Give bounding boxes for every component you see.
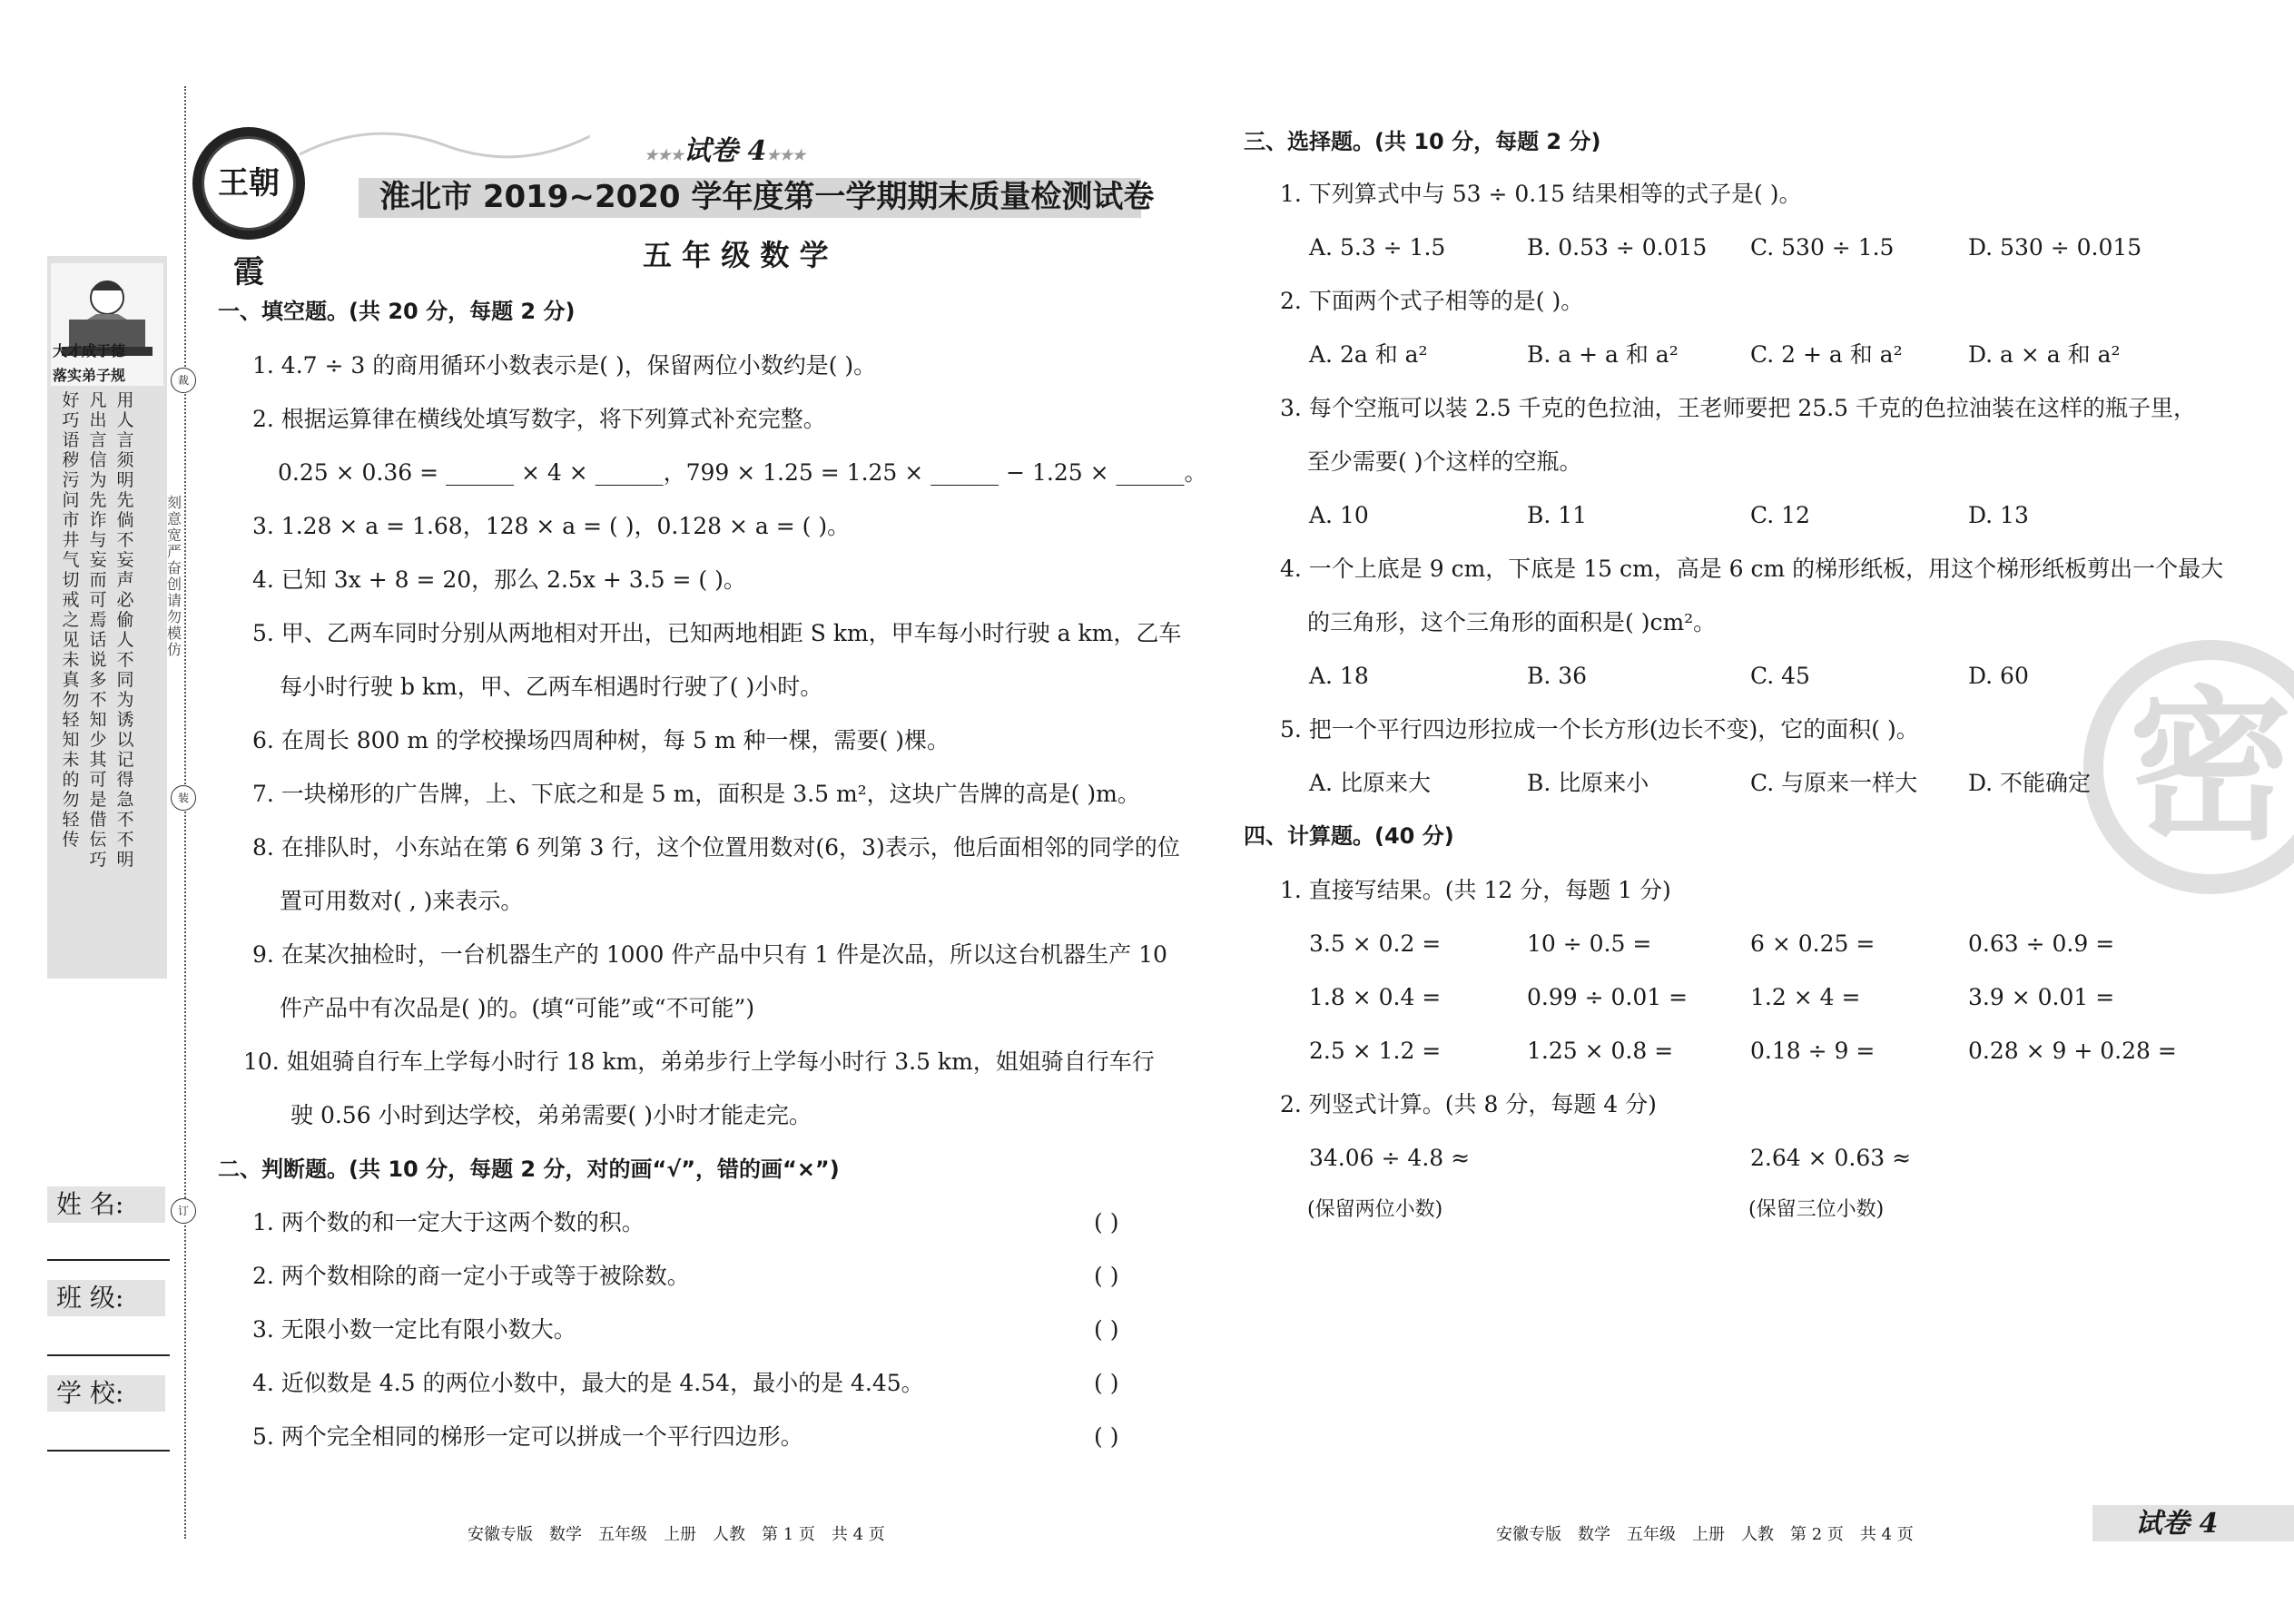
judge-q4: 4. 近似数是 4.5 的两位小数中，最大的是 4.54，最小的是 4.45。 xyxy=(252,1370,924,1396)
calc-part1-heading: 1. 直接写结果。(共 12 分，每题 1 分) xyxy=(1280,877,1671,903)
section-2-heading: 二、判断题。(共 10 分，每题 2 分，对的画“√”，错的画“×”) xyxy=(218,1156,840,1182)
choice-q1-d[interactable]: D. 530 ÷ 0.015 xyxy=(1968,234,2142,261)
fill-q10-line1: 10. 姐姐骑自行车上学每小时行 18 km，弟弟步行上学每小时行 3.5 km，姐姐骑自行车行 xyxy=(243,1048,1155,1075)
logo-text: 王朝霞 xyxy=(202,136,296,231)
exam-title: 淮北市 2019~2020 学年度第一学期期末质量检测试卷 xyxy=(379,179,1155,215)
choice-q2-c[interactable]: C. 2 + a 和 a² xyxy=(1750,341,1903,368)
choice-q4-line1: 4. 一个上底是 9 cm，下底是 15 cm，高是 6 cm 的梯形纸板，用这个梯形纸板剪出一个最大 xyxy=(1280,556,2224,582)
section-4-heading: 四、计算题。(40 分) xyxy=(1244,823,1454,849)
choice-q1-a[interactable]: A. 5.3 ÷ 1.5 xyxy=(1309,234,1446,261)
motto-column-2: 凡出言信为先诈与妄而可焉话说多不知少其可是借伝巧 xyxy=(89,390,107,870)
class-label: 班 级: xyxy=(47,1280,165,1316)
name-label: 姓 名: xyxy=(47,1186,165,1223)
choice-q3-line2: 至少需要( )个这样的空瓶。 xyxy=(1307,448,1582,475)
choice-q4-c[interactable]: C. 45 xyxy=(1750,663,1810,689)
choice-q1: 1. 下列算式中与 53 ÷ 0.15 结果相等的式子是( )。 xyxy=(1280,181,1802,207)
choice-q3-a[interactable]: A. 10 xyxy=(1309,502,1369,528)
calc-r3-c4: 0.28 × 9 + 0.28 = xyxy=(1968,1038,2177,1064)
choice-q1-c[interactable]: C. 530 ÷ 1.5 xyxy=(1750,234,1895,261)
cut-mark-1: 裁 xyxy=(171,368,196,393)
choice-q5: 5. 把一个平行四边形拉成一个长方形(边长不变)，它的面积( )。 xyxy=(1280,716,1919,743)
subject-title: 五 年 级 数 学 xyxy=(643,238,829,272)
motto-column-3: 用人言须明先倘不妄声必偷人不同为诱以记得急不不明 xyxy=(116,390,134,870)
calc-r2-c1: 1.8 × 0.4 = xyxy=(1309,984,1442,1010)
choice-q3-c[interactable]: C. 12 xyxy=(1750,502,1810,528)
cut-mark-2: 装 xyxy=(171,785,196,811)
judge-answer-4[interactable]: ( ) xyxy=(1094,1370,1119,1396)
choice-q5-c[interactable]: C. 与原来一样大 xyxy=(1750,770,1918,796)
cut-line xyxy=(184,86,186,1539)
choice-q5-a[interactable]: A. 比原来大 xyxy=(1309,770,1431,796)
choice-q5-b[interactable]: B. 比原来小 xyxy=(1527,770,1649,796)
fill-q3: 3. 1.28 × a = 1.68，128 × a = ( )，0.128 × a = ( )。 xyxy=(252,513,851,539)
calc-r3-c2: 1.25 × 0.8 = xyxy=(1527,1038,1674,1064)
fill-q7: 7. 一块梯形的广告牌，上、下底之和是 5 m，面积是 3.5 m²，这块广告牌的高是( )m。 xyxy=(252,781,1140,807)
page-footer-right: 安徽专版 数学 五年级 上册 人教 第 2 页 共 4 页 xyxy=(1496,1525,1914,1544)
cut-mark-3: 订 xyxy=(171,1198,196,1224)
calc-r1-c2: 10 ÷ 0.5 = xyxy=(1527,930,1652,957)
choice-q4-d[interactable]: D. 60 xyxy=(1968,663,2029,689)
fill-q10-line2: 驶 0.56 小时到达学校，弟弟需要( )小时才能走完。 xyxy=(290,1102,812,1128)
name-field[interactable] xyxy=(47,1259,170,1261)
judge-q3: 3. 无限小数一定比有限小数大。 xyxy=(252,1316,576,1343)
fill-q8-line2: 置可用数对( , )来表示。 xyxy=(280,888,524,914)
choice-q5-d[interactable]: D. 不能确定 xyxy=(1968,770,2092,796)
choice-q2-d[interactable]: D. a × a 和 a² xyxy=(1968,341,2121,368)
calc-r1-c3: 6 × 0.25 = xyxy=(1750,930,1876,957)
motto-column-1: 好巧语秽污问市井气切戒之见未真勿轻知未的勿轻传 xyxy=(62,390,80,850)
page-footer-left: 安徽专版 数学 五年级 上册 人教 第 1 页 共 4 页 xyxy=(468,1525,885,1544)
fill-q5-line1: 5. 甲、乙两车同时分别从两地相对开出，已知两地相距 S km，甲车每小时行驶 a km，乙车 xyxy=(252,620,1182,646)
paper-badge-text: 试卷 4 xyxy=(2135,1508,2219,1540)
calc-r1-c4: 0.63 ÷ 0.9 = xyxy=(1968,930,2115,957)
choice-q4-b[interactable]: B. 36 xyxy=(1527,663,1588,689)
judge-q2: 2. 两个数相除的商一定小于或等于被除数。 xyxy=(252,1263,690,1289)
calc-part2-heading: 2. 列竖式计算。(共 8 分，每题 4 分) xyxy=(1280,1091,1657,1117)
fill-q9-line2: 件产品中有次品是( )的。(填“可能”或“不可能”) xyxy=(280,995,755,1021)
calc-r3-c1: 2.5 × 1.2 = xyxy=(1309,1038,1442,1064)
judge-answer-5[interactable]: ( ) xyxy=(1094,1423,1119,1450)
choice-q3-d[interactable]: D. 13 xyxy=(1968,502,2029,528)
series-text: 试卷 4 xyxy=(684,135,767,167)
choice-q2-a[interactable]: A. 2a 和 a² xyxy=(1309,341,1428,368)
vertical-calc-1-note: (保留两位小数) xyxy=(1307,1198,1443,1221)
vertical-calc-2: 2.64 × 0.63 ≈ xyxy=(1750,1145,1912,1171)
fill-q9-line1: 9. 在某次抽检时，一台机器生产的 1000 件产品中只有 1 件是次品，所以这台机器生产 10 xyxy=(252,941,1167,968)
fill-q2-expr: 0.25 × 0.36 = ______ × 4 × ______，799 × 1.25 = 1.25 × ______ − 1.25 × ______。 xyxy=(278,459,1207,486)
judge-answer-3[interactable]: ( ) xyxy=(1094,1316,1119,1343)
calc-r2-c4: 3.9 × 0.01 = xyxy=(1968,984,2115,1010)
choice-q4-a[interactable]: A. 18 xyxy=(1309,663,1369,689)
choice-q1-b[interactable]: B. 0.53 ÷ 0.015 xyxy=(1527,234,1708,261)
couplet-line-2: 落实弟子规 xyxy=(53,367,126,384)
fill-q6: 6. 在周长 800 m 的学校操场四周种树，每 5 m 种一棵，需要( )棵。 xyxy=(252,727,950,753)
calc-r1-c1: 3.5 × 0.2 = xyxy=(1309,930,1442,957)
vertical-calc-2-note: (保留三位小数) xyxy=(1748,1198,1885,1221)
couplet-line-1: 大才成于德 xyxy=(53,342,126,359)
fill-q4: 4. 已知 3x + 8 = 20，那么 2.5x + 3.5 = ( )。 xyxy=(252,566,746,593)
choice-q3-b[interactable]: B. 11 xyxy=(1527,502,1588,528)
school-label: 学 校: xyxy=(47,1375,165,1412)
fill-q8-line1: 8. 在排队时，小东站在第 6 列第 3 行，这个位置用数对(6，3)表示，他后面相邻的同学的位 xyxy=(252,834,1180,861)
series-label: ★★★试卷 4★★★ xyxy=(645,135,806,167)
judge-answer-1[interactable]: ( ) xyxy=(1094,1209,1119,1235)
ribbon-decoration xyxy=(300,118,590,172)
choice-q2: 2. 下面两个式子相等的是( )。 xyxy=(1280,288,1584,314)
class-field[interactable] xyxy=(47,1354,170,1356)
section-3-heading: 三、选择题。(共 10 分，每题 2 分) xyxy=(1244,129,1601,154)
fill-q1: 1. 4.7 ÷ 3 的商用循环小数表示是( )，保留两位小数约是( )。 xyxy=(252,352,877,379)
judge-q5: 5. 两个完全相同的梯形一定可以拼成一个平行四边形。 xyxy=(252,1423,803,1450)
choice-q3-line1: 3. 每个空瓶可以装 2.5 千克的色拉油，王老师要把 25.5 千克的色拉油装在这样的瓶子里， xyxy=(1280,395,2197,421)
vertical-note: 刻意宽严奋创请勿模仿 xyxy=(166,494,182,658)
brand-logo xyxy=(192,127,305,290)
judge-q1: 1. 两个数的和一定大于这两个数的积。 xyxy=(252,1209,645,1235)
calc-r2-c2: 0.99 ÷ 0.01 = xyxy=(1527,984,1689,1010)
choice-q2-b[interactable]: B. a + a 和 a² xyxy=(1527,341,1679,368)
fill-q5-line2: 每小时行驶 b km，甲、乙两车相遇时行驶了( )小时。 xyxy=(280,674,823,700)
choice-q4-line2: 的三角形，这个三角形的面积是( )cm²。 xyxy=(1307,609,1717,635)
fill-q2: 2. 根据运算律在横线处填写数字，将下列算式补充完整。 xyxy=(252,406,826,432)
vertical-calc-1: 34.06 ÷ 4.8 ≈ xyxy=(1309,1145,1471,1171)
judge-answer-2[interactable]: ( ) xyxy=(1094,1263,1119,1289)
calc-r3-c3: 0.18 ÷ 9 = xyxy=(1750,1038,1876,1064)
calc-r2-c3: 1.2 × 4 = xyxy=(1750,984,1861,1010)
section-1-heading: 一、填空题。(共 20 分，每题 2 分) xyxy=(218,299,576,324)
confidential-seal: 密 xyxy=(2083,640,2294,894)
school-field[interactable] xyxy=(47,1450,170,1452)
